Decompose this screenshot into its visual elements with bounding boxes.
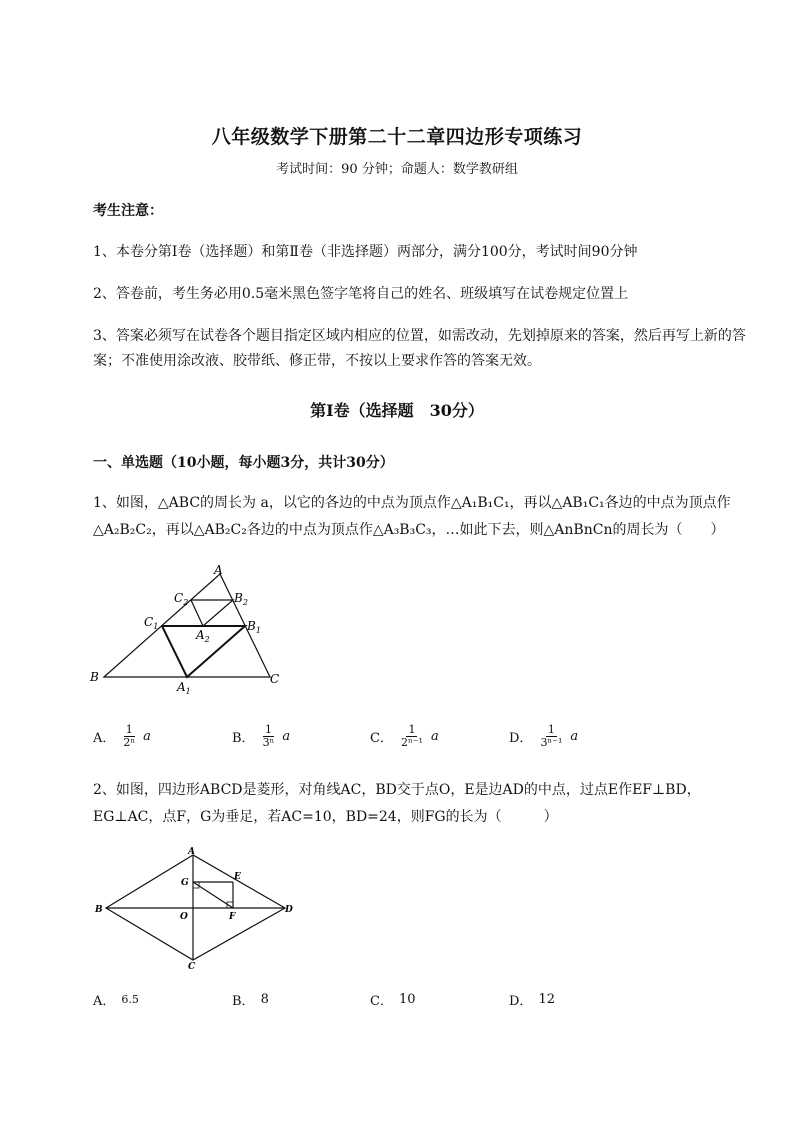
label-g: G bbox=[181, 878, 189, 888]
option-letter: C． bbox=[370, 731, 393, 746]
option-letter: D． bbox=[509, 731, 533, 746]
option-value: 8 bbox=[260, 992, 269, 1007]
option-fraction: $\frac{1}{\text{3ⁿ}}$ bbox=[262, 723, 275, 749]
option-variable: a bbox=[282, 729, 291, 744]
label-o: O bbox=[180, 912, 188, 922]
option-variable: a bbox=[570, 729, 579, 744]
label-b: B bbox=[95, 905, 103, 915]
question-1-text: 1、如图，△ABC的周长为 a，以它的各边的中点为顶点作△A₁B₁C₁，再以△AB₁C₁各边的中点为顶点作△A₂B₂C₂，再以△AB₂C₂各边的中点为顶点作△A₃B₃C₃，…如此下去，则△AnBnCn的周长为（ ） bbox=[93, 495, 731, 538]
notice-item-1: 1、本卷分第I卷（选择题）和第Ⅱ卷（非选择题）两部分，满分100分，考试时间90分钟 bbox=[93, 244, 638, 260]
option-letter: B． bbox=[232, 731, 255, 746]
label-b: B bbox=[90, 670, 99, 684]
q1-option-b[interactable] bbox=[232, 724, 290, 749]
label-d: D bbox=[285, 905, 293, 915]
label-a: A bbox=[188, 847, 195, 857]
option-fraction: $\frac{1}{\text{2ⁿ}}$ bbox=[123, 723, 136, 749]
page-title: 八年级数学下册第二十二章四边形专项练习 bbox=[211, 126, 583, 148]
q2-option-c[interactable] bbox=[370, 990, 416, 1009]
option-value: 12 bbox=[538, 992, 555, 1007]
option-value: 10 bbox=[398, 992, 416, 1007]
label-b1: $B_1$ bbox=[247, 619, 261, 635]
triangle-a2b2c2 bbox=[191, 600, 233, 626]
option-letter: D． bbox=[509, 994, 533, 1009]
label-f: F bbox=[229, 912, 236, 922]
q1-option-c[interactable] bbox=[370, 724, 439, 749]
part-heading: 一、单选题（10小题，每小题3分，共计30分） bbox=[93, 455, 394, 471]
q1-option-a[interactable] bbox=[93, 724, 151, 749]
option-letter: A． bbox=[93, 731, 116, 746]
notice-heading: 考生注意： bbox=[93, 203, 163, 219]
option-fraction: $\frac{1}{\text{2ⁿ⁻¹}}$ bbox=[400, 723, 423, 749]
option-variable: a bbox=[143, 729, 151, 744]
option-letter: C． bbox=[370, 994, 393, 1009]
question-1-figure bbox=[88, 560, 288, 695]
question-2-text: 2、如图，四边形ABCD是菱形，对角线AC，BD交于点O，E是边AD的中点，过点E作EF⊥BD，EG⊥AC，点F，G为垂足，若AC=10，BD=24，则FG的长为（ ） bbox=[93, 782, 701, 825]
q2-option-b[interactable] bbox=[232, 990, 269, 1009]
label-c1: $C_1$ bbox=[144, 615, 159, 631]
option-value: 6.5 bbox=[121, 993, 139, 1006]
label-a2: $A_2$ bbox=[196, 628, 210, 644]
q2-option-a[interactable] bbox=[93, 990, 139, 1009]
section-title: 第I卷（选择题 30分） bbox=[310, 401, 484, 420]
label-b2: $B_2$ bbox=[234, 591, 248, 607]
option-letter: B． bbox=[232, 994, 255, 1009]
label-c: C bbox=[188, 962, 196, 972]
option-variable: a bbox=[430, 729, 439, 744]
question-2-figure bbox=[88, 842, 303, 972]
option-fraction: $\frac{1}{\text{3ⁿ⁻¹}}$ bbox=[540, 723, 563, 749]
label-c: C bbox=[270, 672, 280, 686]
label-a: A bbox=[214, 563, 223, 577]
option-letter: A． bbox=[93, 994, 116, 1009]
notice-item-2: 2、答卷前，考生务必用0.5毫米黑色签字笔将自己的姓名、班级填写在试卷规定位置上 bbox=[93, 286, 629, 302]
label-c2: $C_2$ bbox=[174, 591, 189, 607]
notice-item-3: 3、答案必须写在试卷各个题目指定区域内相应的位置，如需改动，先划掉原来的答案，然后再写上新的答案；不准使用涂改液、胶带纸、修正带，不按以上要求作答的答案无效。 bbox=[93, 328, 746, 369]
label-e: E bbox=[234, 872, 241, 882]
exam-info: 考试时间：90 分钟；命题人：数学教研组 bbox=[276, 162, 518, 177]
q2-option-d[interactable] bbox=[509, 990, 555, 1009]
q1-option-d[interactable] bbox=[509, 724, 578, 749]
label-a1: $A_1$ bbox=[177, 680, 191, 695]
